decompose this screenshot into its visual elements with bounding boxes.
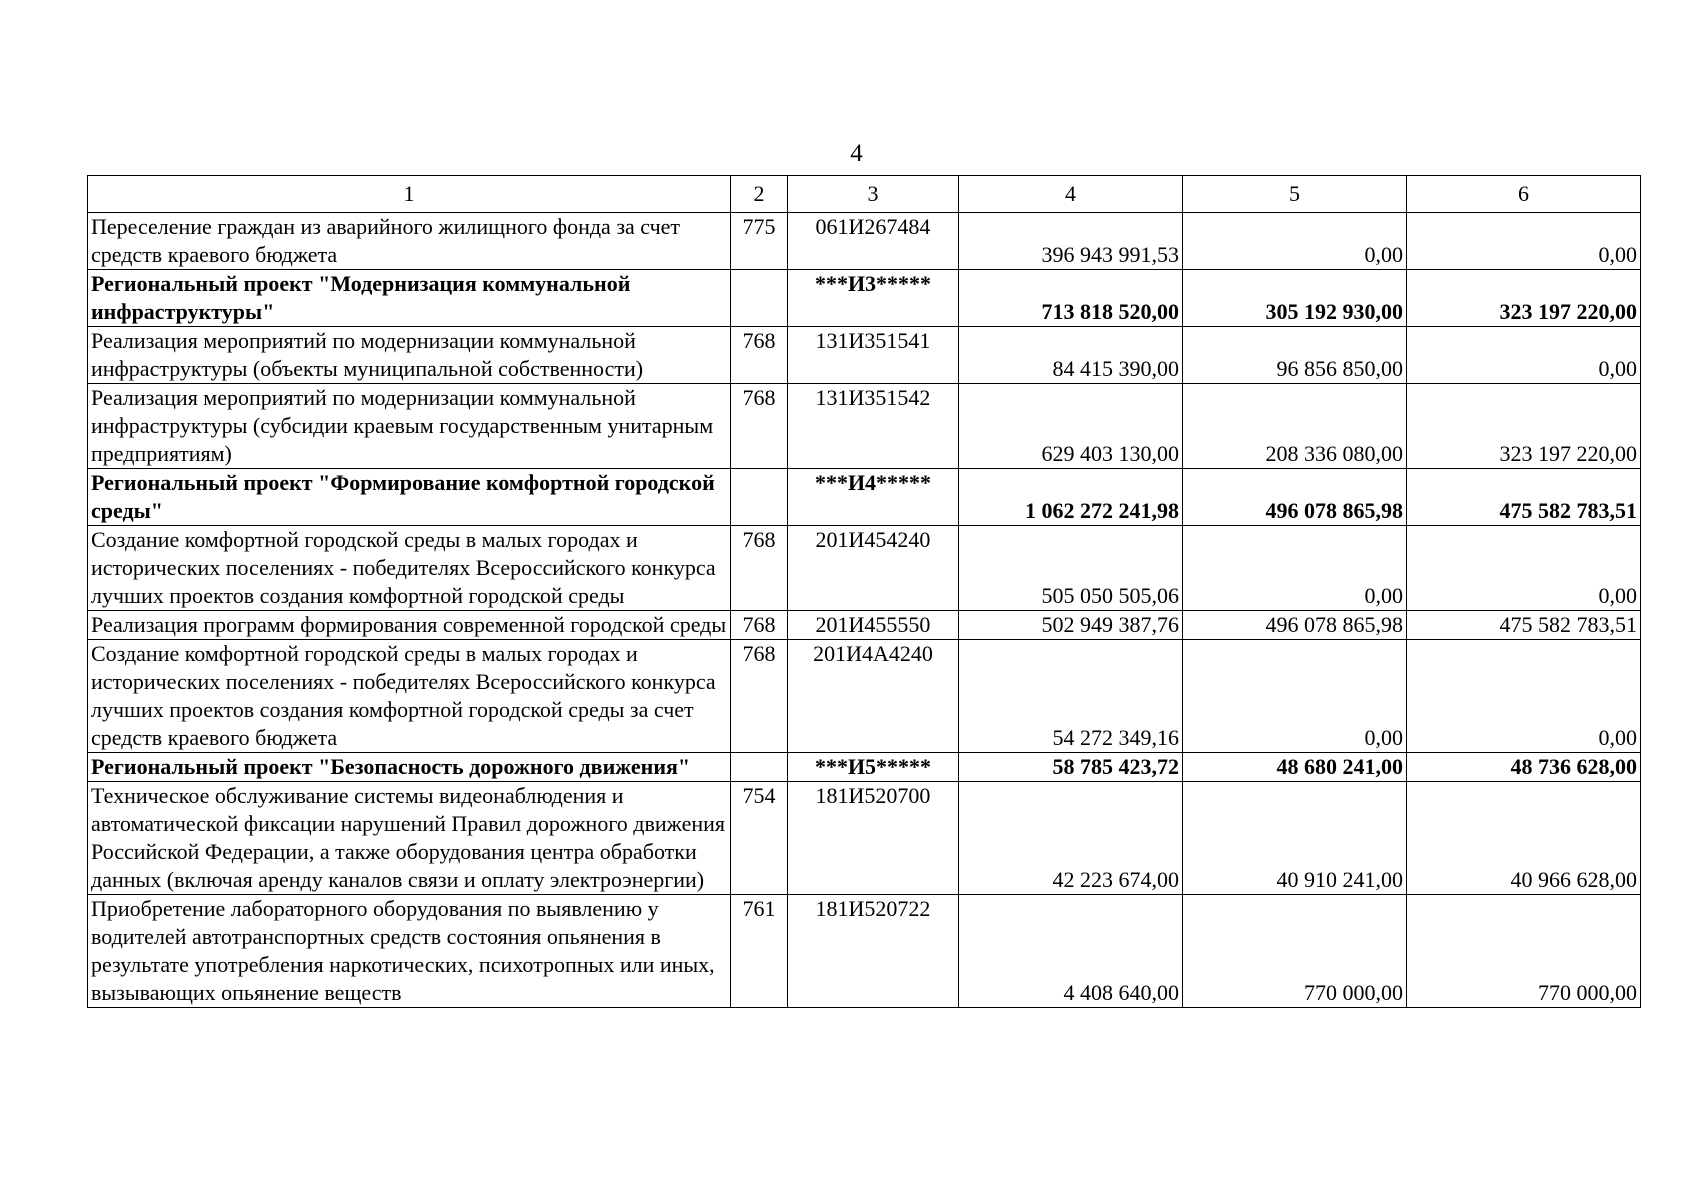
row-target-code: 181И520700 <box>788 782 959 895</box>
row-name: Реализация мероприятий по модернизации коммунальной инфраструктуры (субсидии краевым государственным унитарным предприятиям) <box>88 384 731 469</box>
row-name: Региональный проект "Формирование комфортной городской среды" <box>88 469 731 526</box>
row-value-col4: 58 785 423,72 <box>959 753 1183 782</box>
row-value-col5: 496 078 865,98 <box>1183 611 1407 640</box>
row-value-col4: 629 403 130,00 <box>959 384 1183 469</box>
row-ved-code: 775 <box>731 213 788 270</box>
row-name: Техническое обслуживание системы видеонаблюдения и автоматической фиксации нарушений Правил дорожного движения Российской Федерации, а также оборудования центра обработки данных (включая аренду каналов связи и оплату электроэнергии) <box>88 782 731 895</box>
row-name: Реализация программ формирования современной городской среды <box>88 611 731 640</box>
row-target-code: ***И4***** <box>788 469 959 526</box>
row-target-code: ***И5***** <box>788 753 959 782</box>
row-value-col6: 48 736 628,00 <box>1407 753 1641 782</box>
row-target-code: 131И351542 <box>788 384 959 469</box>
table-row <box>88 526 1641 611</box>
row-name: Создание комфортной городской среды в малых городах и исторических поселениях - победителях Всероссийского конкурса лучших проектов создания комфортной городской среды <box>88 526 731 611</box>
page-number: 4 <box>850 140 863 167</box>
table-row <box>88 384 1641 469</box>
row-value-col4: 54 272 349,16 <box>959 640 1183 753</box>
row-ved-code: 768 <box>731 327 788 384</box>
row-name: Приобретение лабораторного оборудования по выявлению у водителей автотранспортных средств состояния опьянения в результате употребления наркотических, психотропных или иных, вызывающих опьянение веществ <box>88 895 731 1008</box>
row-value-col5: 96 856 850,00 <box>1183 327 1407 384</box>
row-value-col6: 475 582 783,51 <box>1407 611 1641 640</box>
row-name: Региональный проект "Безопасность дорожного движения" <box>88 753 731 782</box>
row-value-col5: 40 910 241,00 <box>1183 782 1407 895</box>
table-body <box>88 213 1641 1008</box>
table-row <box>88 895 1641 1008</box>
row-value-col4: 42 223 674,00 <box>959 782 1183 895</box>
row-value-col6: 0,00 <box>1407 526 1641 611</box>
header-col-1: 1 <box>88 176 731 213</box>
row-value-col6: 0,00 <box>1407 327 1641 384</box>
row-target-code: 201И454240 <box>788 526 959 611</box>
row-ved-code: 768 <box>731 611 788 640</box>
budget-table <box>87 175 1641 1008</box>
row-value-col5: 0,00 <box>1183 526 1407 611</box>
table-row <box>88 213 1641 270</box>
row-value-col4: 713 818 520,00 <box>959 270 1183 327</box>
row-ved-code: 768 <box>731 640 788 753</box>
row-value-col4: 502 949 387,76 <box>959 611 1183 640</box>
row-ved-code: 768 <box>731 526 788 611</box>
row-value-col5: 496 078 865,98 <box>1183 469 1407 526</box>
row-value-col5: 305 192 930,00 <box>1183 270 1407 327</box>
row-value-col6: 0,00 <box>1407 640 1641 753</box>
row-value-col4: 396 943 991,53 <box>959 213 1183 270</box>
row-value-col6: 323 197 220,00 <box>1407 270 1641 327</box>
row-target-code: 201И455550 <box>788 611 959 640</box>
row-value-col4: 1 062 272 241,98 <box>959 469 1183 526</box>
header-col-6: 6 <box>1407 176 1641 213</box>
row-target-code: 201И4А4240 <box>788 640 959 753</box>
row-target-code: ***И3***** <box>788 270 959 327</box>
row-ved-code <box>731 469 788 526</box>
row-value-col6: 770 000,00 <box>1407 895 1641 1008</box>
header-row <box>88 176 1641 213</box>
row-value-col5: 0,00 <box>1183 213 1407 270</box>
section-row <box>88 753 1641 782</box>
row-value-col6: 40 966 628,00 <box>1407 782 1641 895</box>
row-value-col5: 48 680 241,00 <box>1183 753 1407 782</box>
row-target-code: 131И351541 <box>788 327 959 384</box>
row-value-col4: 4 408 640,00 <box>959 895 1183 1008</box>
row-value-col6: 323 197 220,00 <box>1407 384 1641 469</box>
row-value-col5: 0,00 <box>1183 640 1407 753</box>
row-value-col4: 84 415 390,00 <box>959 327 1183 384</box>
row-name: Реализация мероприятий по модернизации коммунальной инфраструктуры (объекты муниципальной собственности) <box>88 327 731 384</box>
row-ved-code: 768 <box>731 384 788 469</box>
section-row <box>88 270 1641 327</box>
header-col-2: 2 <box>731 176 788 213</box>
row-value-col5: 208 336 080,00 <box>1183 384 1407 469</box>
header-col-4: 4 <box>959 176 1183 213</box>
row-target-code: 061И267484 <box>788 213 959 270</box>
row-value-col4: 505 050 505,06 <box>959 526 1183 611</box>
row-ved-code: 754 <box>731 782 788 895</box>
row-ved-code <box>731 753 788 782</box>
row-target-code: 181И520722 <box>788 895 959 1008</box>
row-name: Региональный проект "Модернизация коммунальной инфраструктуры" <box>88 270 731 327</box>
table-row <box>88 782 1641 895</box>
header-col-5: 5 <box>1183 176 1407 213</box>
row-value-col5: 770 000,00 <box>1183 895 1407 1008</box>
row-ved-code <box>731 270 788 327</box>
table-row <box>88 611 1641 640</box>
section-row <box>88 469 1641 526</box>
table-row <box>88 327 1641 384</box>
table-row <box>88 640 1641 753</box>
row-ved-code: 761 <box>731 895 788 1008</box>
row-name: Создание комфортной городской среды в малых городах и исторических поселениях - победителях Всероссийского конкурса лучших проектов создания комфортной городской среды за счет средств краевого бюджета <box>88 640 731 753</box>
header-col-3: 3 <box>788 176 959 213</box>
row-name: Переселение граждан из аварийного жилищного фонда за счет средств краевого бюджета <box>88 213 731 270</box>
row-value-col6: 0,00 <box>1407 213 1641 270</box>
row-value-col6: 475 582 783,51 <box>1407 469 1641 526</box>
